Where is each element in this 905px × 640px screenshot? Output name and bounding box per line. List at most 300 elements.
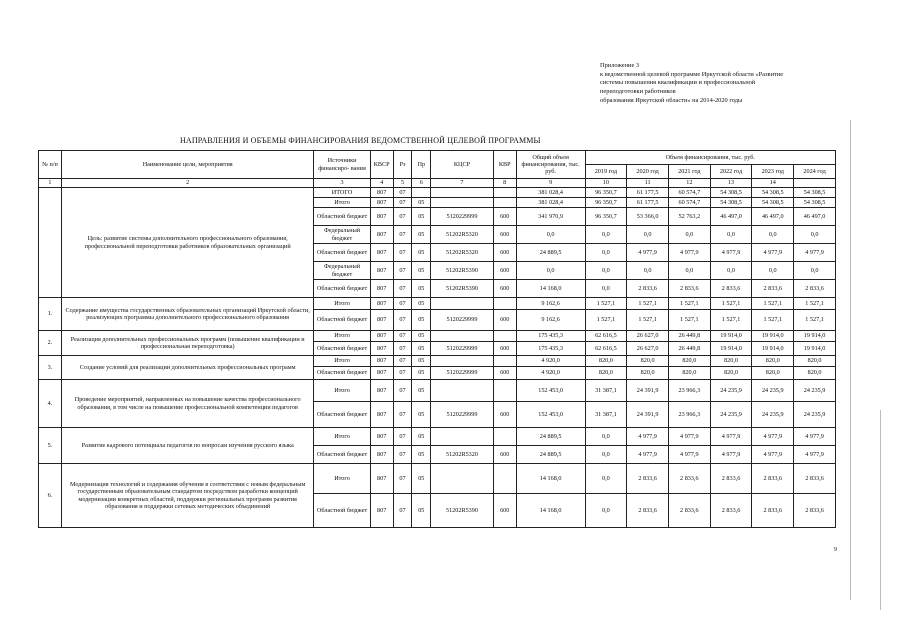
source-cell: Областной бюджет [314, 342, 370, 356]
year-value-cell: 61 177,5 [627, 188, 669, 198]
year-value-cell: 0,0 [794, 226, 836, 244]
kvr-cell: 600 [493, 226, 516, 244]
column-number: 1 [39, 179, 62, 188]
source-cell: Областной бюджет [314, 367, 370, 380]
year-value-cell: 2 833,6 [668, 280, 710, 298]
year-value-cell: 24 235,9 [710, 402, 752, 428]
total-cell: 24 889,5 [516, 446, 585, 464]
header-rz: Рз [393, 151, 412, 179]
kvsr-cell: 807 [370, 262, 393, 280]
kvr-cell: 600 [493, 402, 516, 428]
year-value-cell: 96 350,7 [585, 188, 627, 198]
appendix-line: образования Иркутской области» на 2014-2020 годы [600, 96, 743, 104]
column-number: 4 [370, 179, 393, 188]
year-value-cell: 2 833,6 [794, 464, 836, 494]
year-value-cell: 2 833,6 [794, 494, 836, 528]
header-pr: Пр [412, 151, 431, 179]
kvsr-cell: 807 [370, 198, 393, 208]
kvsr-cell: 807 [370, 244, 393, 262]
kcsr-cell [431, 331, 494, 342]
total-cell: 152 453,0 [516, 380, 585, 402]
kvr-cell [493, 331, 516, 342]
source-cell: Областной бюджет [314, 244, 370, 262]
year-value-cell: 2 833,6 [752, 280, 794, 298]
year-value-cell: 31 387,1 [585, 402, 627, 428]
column-number: 6 [412, 179, 431, 188]
page-mark: 9 [834, 547, 837, 553]
source-cell: Федеральный бюджет [314, 262, 370, 280]
pr-cell: 05 [412, 342, 431, 356]
year-value-cell: 0,0 [585, 428, 627, 446]
year-value-cell: 0,0 [585, 446, 627, 464]
year-value-cell: 4 977,9 [668, 244, 710, 262]
pr-cell [412, 188, 431, 198]
year-value-cell: 4 977,9 [668, 446, 710, 464]
total-cell: 381 028,4 [516, 198, 585, 208]
year-value-cell: 4 977,9 [752, 244, 794, 262]
source-cell: Областной бюджет [314, 402, 370, 428]
pr-cell: 05 [412, 298, 431, 310]
source-cell: Областной бюджет [314, 494, 370, 528]
year-value-cell: 0,0 [585, 244, 627, 262]
year-value-cell: 26 627,0 [627, 331, 669, 342]
kvsr-cell: 807 [370, 380, 393, 402]
year-value-cell: 820,0 [585, 356, 627, 367]
year-value-cell: 2 833,6 [668, 494, 710, 528]
kvsr-cell: 807 [370, 464, 393, 494]
column-number [794, 179, 836, 188]
pr-cell: 05 [412, 226, 431, 244]
kcsr-cell [431, 356, 494, 367]
year-value-cell: 1 527,1 [627, 298, 669, 310]
kcsr-cell: 5120229999 [431, 342, 494, 356]
column-number: 13 [710, 179, 752, 188]
activity-number: 1. [39, 298, 62, 331]
total-cell: 381 028,4 [516, 188, 585, 198]
table-row [39, 331, 836, 342]
kcsr-cell: 51202R5320 [431, 244, 494, 262]
year-value-cell: 53 366,0 [627, 208, 669, 226]
year-value-cell: 19 914,0 [794, 342, 836, 356]
year-value-cell: 4 977,9 [794, 446, 836, 464]
column-number: 5 [393, 179, 412, 188]
column-number: 10 [585, 179, 627, 188]
activity-number: 6. [39, 464, 62, 528]
table-row [39, 188, 836, 198]
source-cell: Областной бюджет [314, 208, 370, 226]
kvr-cell: 600 [493, 367, 516, 380]
year-value-cell: 24 235,9 [794, 380, 836, 402]
year-value-cell: 61 177,5 [627, 198, 669, 208]
year-value-cell: 0,0 [585, 226, 627, 244]
kvr-cell [493, 298, 516, 310]
year-value-cell: 31 387,1 [585, 380, 627, 402]
rz-cell: 07 [393, 494, 412, 528]
source-cell: Итого [314, 198, 370, 208]
year-value-cell: 820,0 [668, 356, 710, 367]
year-value-cell: 0,0 [668, 262, 710, 280]
margin-rule [880, 410, 881, 610]
pr-cell: 05 [412, 262, 431, 280]
kvr-cell [493, 464, 516, 494]
kvsr-cell: 807 [370, 428, 393, 446]
year-value-cell: 19 914,0 [794, 331, 836, 342]
year-value-cell: 0,0 [585, 280, 627, 298]
rz-cell: 07 [393, 367, 412, 380]
pr-cell: 05 [412, 310, 431, 331]
rz-cell: 07 [393, 198, 412, 208]
year-value-cell: 23 966,3 [668, 402, 710, 428]
kcsr-cell [431, 298, 494, 310]
year-value-cell: 4 977,9 [627, 244, 669, 262]
year-value-cell: 60 574,7 [668, 188, 710, 198]
source-cell: Итого [314, 428, 370, 446]
year-value-cell: 4 977,9 [752, 446, 794, 464]
kcsr-cell: 51202R5320 [431, 226, 494, 244]
kcsr-cell: 51202R5390 [431, 280, 494, 298]
rz-cell: 07 [393, 310, 412, 331]
year-value-cell: 0,0 [585, 262, 627, 280]
kvsr-cell: 807 [370, 356, 393, 367]
kvr-cell [493, 380, 516, 402]
kvsr-cell: 807 [370, 494, 393, 528]
column-number: 2 [61, 179, 313, 188]
rz-cell: 07 [393, 342, 412, 356]
rz-cell: 07 [393, 244, 412, 262]
column-number: 14 [752, 179, 794, 188]
kvr-cell [493, 428, 516, 446]
year-value-cell: 96 350,7 [585, 208, 627, 226]
year-value-cell: 2 833,6 [627, 280, 669, 298]
year-value-cell: 1 527,1 [710, 298, 752, 310]
year-value-cell: 2 833,6 [794, 280, 836, 298]
header-year: 2022 год [710, 165, 752, 179]
total-cell: 14 168,0 [516, 280, 585, 298]
kvr-cell [493, 198, 516, 208]
rz-cell: 07 [393, 446, 412, 464]
year-value-cell: 1 527,1 [585, 310, 627, 331]
year-value-cell: 0,0 [585, 464, 627, 494]
kvsr-cell: 807 [370, 446, 393, 464]
pr-cell: 05 [412, 280, 431, 298]
year-value-cell: 24 235,9 [710, 380, 752, 402]
kvr-cell: 600 [493, 342, 516, 356]
year-value-cell: 820,0 [668, 367, 710, 380]
year-value-cell: 4 977,9 [794, 428, 836, 446]
year-value-cell: 19 914,0 [752, 342, 794, 356]
year-value-cell: 54 308,5 [794, 198, 836, 208]
table-row [39, 356, 836, 367]
activity-name: Создание условий для реализации дополнительных профессиональных программ [61, 356, 313, 380]
header-kcsr: КЦСР [431, 151, 494, 179]
table-header [39, 151, 836, 188]
year-value-cell: 26 627,0 [627, 342, 669, 356]
rz-cell: 07 [393, 428, 412, 446]
year-value-cell: 19 914,0 [752, 331, 794, 342]
activity-name: Содержание имущества государственных образовательных организаций Иркутской области, реализующих программы дополнительного профессионального образования [61, 298, 313, 331]
appendix-line: системы повышения квалификации и профессиональной [600, 79, 756, 87]
total-cell: 341 970,9 [516, 208, 585, 226]
year-value-cell: 820,0 [627, 356, 669, 367]
kcsr-cell: 51202R5390 [431, 262, 494, 280]
year-value-cell: 54 308,5 [752, 198, 794, 208]
rz-cell: 07 [393, 380, 412, 402]
appendix-line: переподготовки работников [600, 88, 676, 96]
kvsr-cell: 807 [370, 367, 393, 380]
activity-number: 4. [39, 380, 62, 428]
year-value-cell: 2 833,6 [668, 464, 710, 494]
pr-cell: 05 [412, 244, 431, 262]
year-value-cell: 4 977,9 [627, 428, 669, 446]
year-value-cell: 4 977,9 [794, 244, 836, 262]
appendix-note [600, 62, 900, 106]
kcsr-cell: 51202R5320 [431, 446, 494, 464]
activity-name: Развитие кадрового потенциала педагогов по вопросам изучения русского языка [61, 428, 313, 464]
header-year: 2019 год [585, 165, 627, 179]
activity-name: Проведение мероприятий, направленных на повышение качества профессионального образования, в том числе на повышение профессиональной компетенции педагогов [61, 380, 313, 428]
year-value-cell: 19 914,0 [710, 331, 752, 342]
year-value-cell: 820,0 [627, 367, 669, 380]
column-number: 8 [493, 179, 516, 188]
margin-rule [850, 120, 851, 600]
kvsr-cell: 807 [370, 342, 393, 356]
year-value-cell: 0,0 [585, 494, 627, 528]
year-value-cell: 0,0 [752, 226, 794, 244]
year-value-cell: 0,0 [752, 262, 794, 280]
pr-cell: 05 [412, 402, 431, 428]
header-total: Общий объем финансирования, тыс. руб. [516, 151, 585, 179]
header-volume: Объем финансирования, тыс. руб. [585, 151, 835, 165]
kvr-cell: 600 [493, 244, 516, 262]
year-value-cell: 820,0 [710, 356, 752, 367]
total-cell: 14 168,0 [516, 464, 585, 494]
kcsr-cell: 51202R5390 [431, 494, 494, 528]
kcsr-cell: 5120229999 [431, 310, 494, 331]
source-cell: Областной бюджет [314, 280, 370, 298]
header-year: 2024 год [794, 165, 836, 179]
activity-number: 3. [39, 356, 62, 380]
year-value-cell: 54 308,5 [710, 188, 752, 198]
header-source: Источники финансиро- вания [314, 151, 370, 179]
header-year: 2023 год [752, 165, 794, 179]
year-value-cell: 1 527,1 [627, 310, 669, 331]
kcsr-cell [431, 380, 494, 402]
year-value-cell: 23 966,3 [668, 380, 710, 402]
document-title: НАПРАВЛЕНИЯ И ОБЪЕМЫ ФИНАНСИРОВАНИЯ ВЕДОМСТВЕННОЙ ЦЕЛЕВОЙ ПРОГРАММЫ [180, 136, 541, 145]
year-value-cell: 46 497,0 [710, 208, 752, 226]
pr-cell: 05 [412, 446, 431, 464]
source-cell: Итого [314, 356, 370, 367]
year-value-cell: 0,0 [794, 262, 836, 280]
total-cell: 175 435,3 [516, 342, 585, 356]
year-value-cell: 2 833,6 [710, 464, 752, 494]
kvr-cell: 600 [493, 280, 516, 298]
table-row [39, 298, 836, 310]
total-cell: 4 920,0 [516, 356, 585, 367]
source-cell: Федеральный бюджет [314, 226, 370, 244]
year-value-cell: 62 616,5 [585, 342, 627, 356]
rz-cell: 07 [393, 262, 412, 280]
year-value-cell: 26 449,8 [668, 331, 710, 342]
total-cell: 9 162,6 [516, 298, 585, 310]
pr-cell: 05 [412, 494, 431, 528]
total-cell: 24 889,5 [516, 428, 585, 446]
appendix-line: Приложение 3 [600, 62, 640, 69]
year-value-cell: 1 527,1 [794, 298, 836, 310]
header-num: № п/п [39, 151, 62, 179]
year-value-cell: 96 350,7 [585, 198, 627, 208]
pr-cell: 05 [412, 380, 431, 402]
kcsr-cell [431, 198, 494, 208]
total-cell: 14 168,0 [516, 494, 585, 528]
total-cell: 152 453,0 [516, 402, 585, 428]
year-value-cell: 62 616,5 [585, 331, 627, 342]
rz-cell: 07 [393, 331, 412, 342]
kvsr-cell: 807 [370, 226, 393, 244]
pr-cell: 05 [412, 356, 431, 367]
appendix-line: к ведомственной целевой программе Иркутской области «Развитие [600, 70, 784, 78]
year-value-cell: 2 833,6 [752, 494, 794, 528]
year-value-cell: 820,0 [710, 367, 752, 380]
year-value-cell: 820,0 [752, 367, 794, 380]
kvr-cell: 600 [493, 262, 516, 280]
pr-cell: 05 [412, 464, 431, 494]
source-cell: Итого [314, 298, 370, 310]
kvr-cell [493, 188, 516, 198]
activity-name: Модернизация технологий и содержания обучения в соответствии с новым федеральным государственным образовательным стандартом посредством разработки концепций модернизации конкретных областей, поддержки региональных программ развития образования и поддержки сетевых методических объединений [61, 464, 313, 528]
header-kvr: КВР [493, 151, 516, 179]
table-row [39, 380, 836, 402]
kvsr-cell: 807 [370, 208, 393, 226]
financing-table [38, 150, 836, 528]
kcsr-cell: 5120229999 [431, 402, 494, 428]
year-value-cell: 1 527,1 [710, 310, 752, 331]
year-value-cell: 26 449,8 [668, 342, 710, 356]
total-cell: 175 435,3 [516, 331, 585, 342]
source-cell: Итого [314, 464, 370, 494]
year-value-cell: 1 527,1 [752, 310, 794, 331]
total-cell: 9 162,6 [516, 310, 585, 331]
year-value-cell: 2 833,6 [627, 464, 669, 494]
pr-cell: 05 [412, 428, 431, 446]
total-cell: 24 889,5 [516, 244, 585, 262]
source-cell: Итого [314, 380, 370, 402]
kcsr-cell [431, 188, 494, 198]
year-value-cell: 46 497,0 [752, 208, 794, 226]
source-cell: Областной бюджет [314, 446, 370, 464]
rz-cell: 07 [393, 208, 412, 226]
column-number: 7 [431, 179, 494, 188]
year-value-cell: 1 527,1 [668, 310, 710, 331]
source-cell: ИТОГО [314, 188, 370, 198]
year-value-cell: 0,0 [710, 262, 752, 280]
total-cell: 0,0 [516, 262, 585, 280]
header-year: 2021 год [668, 165, 710, 179]
year-value-cell: 24 391,9 [627, 380, 669, 402]
total-cell: 4 920,0 [516, 367, 585, 380]
rz-cell: 07 [393, 280, 412, 298]
kvsr-cell: 807 [370, 402, 393, 428]
rz-cell: 07 [393, 188, 412, 198]
source-cell: Итого [314, 331, 370, 342]
rz-cell: 07 [393, 464, 412, 494]
year-value-cell: 4 977,9 [752, 428, 794, 446]
rz-cell: 07 [393, 226, 412, 244]
kcsr-cell [431, 464, 494, 494]
rz-cell: 07 [393, 298, 412, 310]
year-value-cell: 54 308,5 [794, 188, 836, 198]
year-value-cell: 820,0 [752, 356, 794, 367]
table-row [39, 428, 836, 446]
year-value-cell: 60 574,7 [668, 198, 710, 208]
kcsr-cell [431, 428, 494, 446]
year-value-cell: 24 235,9 [752, 402, 794, 428]
header-kvsr: КВСР [370, 151, 393, 179]
year-value-cell: 24 235,9 [752, 380, 794, 402]
pr-cell: 05 [412, 367, 431, 380]
column-number: 3 [314, 179, 370, 188]
kvr-cell: 600 [493, 494, 516, 528]
table-body [39, 188, 836, 528]
year-value-cell: 4 977,9 [710, 428, 752, 446]
year-value-cell: 820,0 [794, 356, 836, 367]
year-value-cell: 52 763,2 [668, 208, 710, 226]
activity-name: Реализация дополнительных профессиональных программ (повышение квалификации и профессиональная переподготовка) [61, 331, 313, 356]
year-value-cell: 1 527,1 [585, 298, 627, 310]
kvsr-cell: 807 [370, 331, 393, 342]
year-value-cell: 0,0 [668, 226, 710, 244]
year-value-cell: 1 527,1 [794, 310, 836, 331]
pr-cell: 05 [412, 198, 431, 208]
column-number: 11 [627, 179, 669, 188]
rz-cell: 07 [393, 402, 412, 428]
year-value-cell: 54 308,5 [710, 198, 752, 208]
column-number: 9 [516, 179, 585, 188]
header-year: 2020 год [627, 165, 669, 179]
kvsr-cell: 807 [370, 188, 393, 198]
year-value-cell: 4 977,9 [627, 446, 669, 464]
year-value-cell: 24 235,9 [794, 402, 836, 428]
year-value-cell: 1 527,1 [752, 298, 794, 310]
year-value-cell: 2 833,6 [627, 494, 669, 528]
year-value-cell: 820,0 [585, 367, 627, 380]
year-value-cell: 4 977,9 [710, 244, 752, 262]
kvsr-cell: 807 [370, 310, 393, 331]
year-value-cell: 54 308,5 [752, 188, 794, 198]
year-value-cell: 0,0 [627, 262, 669, 280]
kvr-cell: 600 [493, 310, 516, 331]
year-value-cell: 2 833,6 [710, 494, 752, 528]
kcsr-cell: 5120229999 [431, 208, 494, 226]
column-number-row [39, 179, 836, 188]
num-cell [39, 188, 62, 298]
kvr-cell: 600 [493, 208, 516, 226]
kvsr-cell: 807 [370, 298, 393, 310]
year-value-cell: 2 833,6 [752, 464, 794, 494]
activity-number: 5. [39, 428, 62, 464]
year-value-cell: 1 527,1 [668, 298, 710, 310]
year-value-cell: 2 833,6 [710, 280, 752, 298]
kvsr-cell: 807 [370, 280, 393, 298]
kvr-cell [493, 356, 516, 367]
activity-number: 2. [39, 331, 62, 356]
goal-name-cell: Цель: развитие системы дополнительного профессионального образования, профессиональной переподготовки работников образовательных организаций [61, 188, 313, 298]
pr-cell: 05 [412, 208, 431, 226]
year-value-cell: 0,0 [627, 226, 669, 244]
year-value-cell: 820,0 [794, 367, 836, 380]
year-value-cell: 4 977,9 [668, 428, 710, 446]
pr-cell: 05 [412, 331, 431, 342]
